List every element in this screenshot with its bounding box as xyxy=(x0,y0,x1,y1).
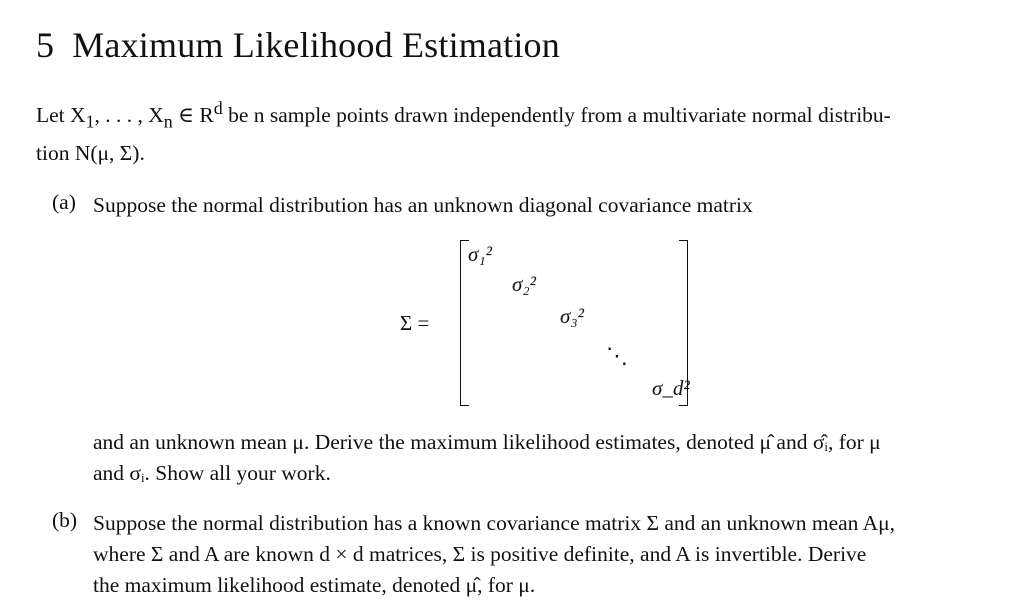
intro-paragraph xyxy=(36,92,1006,169)
part-a-line1: Suppose the normal distribution has an unknown diagonal covariance matrix xyxy=(93,193,753,217)
intro-text-d: be n sample points drawn independently from a multivariate normal distribu- xyxy=(222,103,891,128)
intro-text-e: tion N(μ, Σ). xyxy=(36,141,145,166)
part-a-line3: and σᵢ. Show all your work. xyxy=(93,461,331,485)
part-b-line1: Suppose the normal distribution has a known covariance matrix Σ and an unknown mean Aμ, xyxy=(93,511,896,535)
intro-sub-n: n xyxy=(163,111,173,132)
intro-text-b: , . . . , X xyxy=(94,103,164,128)
intro-text-c: ∈ R xyxy=(172,103,214,128)
intro-text-a: Let X xyxy=(36,103,86,128)
matrix-entry-3: σ₃² xyxy=(560,304,584,328)
part-b-line3: the maximum likelihood estimate, denoted μ̂, for μ. xyxy=(93,573,536,597)
matrix-diagonal-dots: ⋱ xyxy=(606,343,628,368)
section-title: Maximum Likelihood Estimation xyxy=(72,25,560,65)
section-number: 5 xyxy=(36,25,55,65)
matrix-entry-d: σ_d² xyxy=(652,376,690,400)
matrix-entry-2: σ₂² xyxy=(512,272,536,296)
part-a-line2: and an unknown mean μ. Derive the maximum likelihood estimates, denoted μ̂ and σ̂ᵢ, for μ xyxy=(93,430,881,454)
matrix-right-bracket xyxy=(679,240,688,406)
part-b-label: (b) xyxy=(52,508,78,532)
intro-sup-d: d xyxy=(213,98,223,118)
matrix-left-bracket xyxy=(460,240,469,406)
matrix-entry-1: σ₁² xyxy=(468,242,492,266)
part-b-line2: where Σ and A are known d × d matrices, Σ is positive definite, and A is invertible. Derive xyxy=(93,542,867,566)
intro-sub-1: 1 xyxy=(85,111,95,132)
part-a-label: (a) xyxy=(52,190,76,214)
section-heading xyxy=(36,24,560,66)
matrix-lhs: Σ = xyxy=(400,311,430,335)
